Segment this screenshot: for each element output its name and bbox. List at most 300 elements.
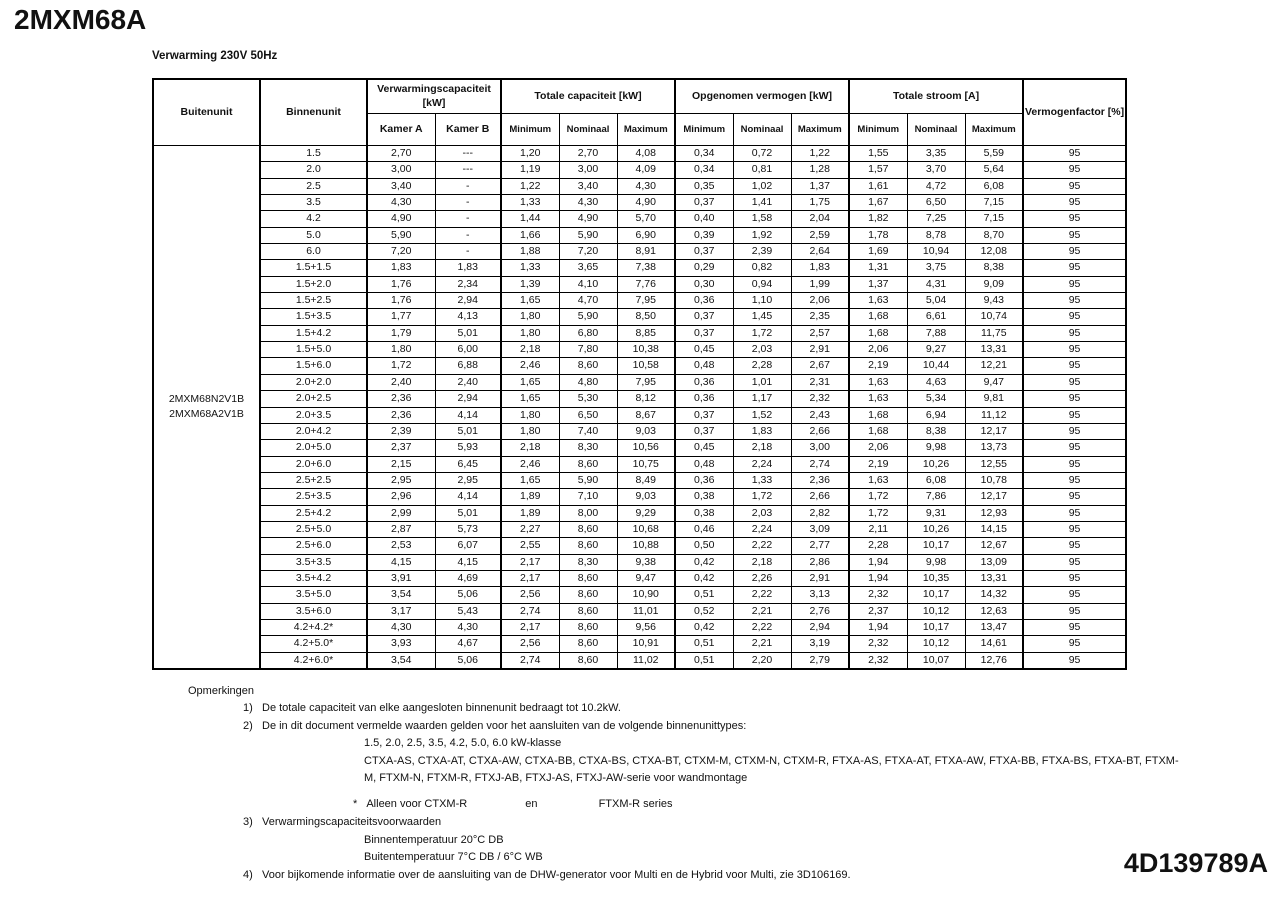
value-cell: 12,17 [965,423,1023,439]
value-cell: 1,28 [791,162,849,178]
value-cell: 10,12 [907,603,965,619]
value-cell: 1,65 [501,374,559,390]
value-cell: 6,08 [907,472,965,488]
value-cell: 0,42 [675,570,733,586]
value-cell: 13,47 [965,619,1023,635]
value-cell: 0,38 [675,489,733,505]
value-cell: 2,57 [791,325,849,341]
value-cell: 1,94 [849,554,907,570]
value-cell: 1,80 [501,309,559,325]
indoor-unit-cell: 2.0+2.0 [260,374,367,390]
value-cell: 2,15 [367,456,435,472]
value-cell: 2,40 [367,374,435,390]
value-cell: 2,17 [501,619,559,635]
value-cell: 9,09 [965,276,1023,292]
star-note-tail: FTXM-R series [598,798,673,810]
value-cell: 10,26 [907,456,965,472]
value-cell: 95 [1023,244,1126,260]
value-cell: 4,30 [617,178,675,194]
value-cell: 1,99 [791,276,849,292]
value-cell: 2,74 [501,652,559,669]
value-cell: 4,80 [559,374,617,390]
sub-header-nominaal: Nominaal [733,114,791,146]
value-cell: 8,60 [559,538,617,554]
value-cell: 5,93 [435,440,501,456]
value-cell: 0,52 [675,603,733,619]
value-cell: 13,09 [965,554,1023,570]
indoor-unit-cell: 2.0+5.0 [260,440,367,456]
value-cell: 1,63 [849,293,907,309]
value-cell: 6,80 [559,325,617,341]
value-cell: 2,79 [791,652,849,669]
value-cell: 2,11 [849,521,907,537]
value-cell: 0,45 [675,342,733,358]
value-cell: 95 [1023,440,1126,456]
value-cell: 7,38 [617,260,675,276]
table-row [153,407,1126,423]
value-cell: 95 [1023,325,1126,341]
value-cell: 95 [1023,293,1126,309]
value-cell: 4,13 [435,309,501,325]
value-cell: 2,32 [849,636,907,652]
value-cell: 8,67 [617,407,675,423]
value-cell: 2,87 [367,521,435,537]
value-cell: 3,75 [907,260,965,276]
sub-header-nominaal: Nominaal [559,114,617,146]
value-cell: 2,18 [733,440,791,456]
value-cell: 2,21 [733,603,791,619]
note-2-number: 2) [243,719,253,732]
value-cell: 2,19 [849,358,907,374]
value-cell: 2,46 [501,456,559,472]
value-cell: 10,17 [907,619,965,635]
note-4-text: Voor bijkomende informatie over de aansluiting van de DHW-generator voor Multi en de Hybrid voor Multi, zie 3D106169. [262,868,851,881]
sub-header-minimum: Minimum [675,114,733,146]
table-row [153,603,1126,619]
table-body [153,146,1126,670]
indoor-unit-cell: 2.0+4.2 [260,423,367,439]
value-cell: 0,30 [675,276,733,292]
note-4 [243,868,851,882]
value-cell: 10,44 [907,358,965,374]
value-cell: 95 [1023,195,1126,211]
note-3-indoor-temp: Binnentemperatuur 20°C DB [364,833,504,846]
value-cell: 2,03 [733,342,791,358]
value-cell: 7,88 [907,325,965,341]
value-cell: 2,94 [435,391,501,407]
value-cell: 8,60 [559,619,617,635]
value-cell: 7,15 [965,211,1023,227]
value-cell: 9,98 [907,440,965,456]
value-cell: 0,42 [675,554,733,570]
value-cell: 0,46 [675,521,733,537]
value-cell: 4,72 [907,178,965,194]
group-header-totale-capaciteit: Totale capaciteit [kW] [501,79,675,114]
indoor-unit-cell: 3.5+6.0 [260,603,367,619]
value-cell: 0,37 [675,325,733,341]
value-cell: 95 [1023,554,1126,570]
value-cell: 2,67 [791,358,849,374]
value-cell: 2,22 [733,587,791,603]
sub-header-maximum: Maximum [791,114,849,146]
value-cell: 8,60 [559,456,617,472]
value-cell: 9,47 [617,570,675,586]
value-cell: 2,19 [849,456,907,472]
value-cell: 1,79 [367,325,435,341]
star-note-mid: en [525,798,538,810]
value-cell: 1,72 [849,489,907,505]
value-cell: 2,70 [367,146,435,162]
value-cell: 0,51 [675,652,733,669]
value-cell: 8,49 [617,472,675,488]
value-cell: 0,42 [675,619,733,635]
value-cell: 2,04 [791,211,849,227]
col-header-vermogenfactor: Vermogenfactor [%] [1023,79,1126,146]
value-cell: 9,27 [907,342,965,358]
value-cell: 95 [1023,570,1126,586]
indoor-unit-cell: 2.5+6.0 [260,538,367,554]
value-cell: --- [435,146,501,162]
table-row [153,505,1126,521]
value-cell: 1,89 [501,489,559,505]
value-cell: 2,18 [501,440,559,456]
indoor-unit-cell: 3.5+5.0 [260,587,367,603]
value-cell: 2,56 [501,587,559,603]
value-cell: 1,89 [501,505,559,521]
value-cell: 10,90 [617,587,675,603]
value-cell: 3,00 [791,440,849,456]
value-cell: 95 [1023,538,1126,554]
value-cell: 0,40 [675,211,733,227]
value-cell: 14,61 [965,636,1023,652]
value-cell: 0,48 [675,358,733,374]
value-cell: 2,37 [849,603,907,619]
value-cell: 14,32 [965,587,1023,603]
value-cell: 0,37 [675,195,733,211]
value-cell: 0,51 [675,636,733,652]
outdoor-unit-name: 2MXM68N2V1B [168,392,245,405]
value-cell: 1,80 [501,423,559,439]
value-cell: 5,90 [559,472,617,488]
value-cell: 5,90 [367,227,435,243]
value-cell: 11,12 [965,407,1023,423]
note-3-text: Verwarmingscapaciteitsvoorwaarden [262,816,442,828]
value-cell: 95 [1023,374,1126,390]
value-cell: 4,69 [435,570,501,586]
value-cell: 5,59 [965,146,1023,162]
value-cell: 2,28 [733,358,791,374]
value-cell: 0,34 [675,162,733,178]
sub-header-minimum: Minimum [501,114,559,146]
note-1 [243,701,621,715]
indoor-unit-cell: 1.5 [260,146,367,162]
group-header-totale-stroom: Totale stroom [A] [849,79,1023,114]
group-header-verwarmingscapaciteit: Verwarmingscapaciteit [kW] [367,79,501,114]
value-cell: 1,57 [849,162,907,178]
value-cell: 95 [1023,407,1126,423]
table-row [153,456,1126,472]
value-cell: 2,34 [435,276,501,292]
value-cell: 2,82 [791,505,849,521]
value-cell: 1,68 [849,309,907,325]
value-cell: 2,66 [791,489,849,505]
value-cell: 95 [1023,423,1126,439]
table-row [153,570,1126,586]
sub-header-maximum: Maximum [965,114,1023,146]
value-cell: 6,88 [435,358,501,374]
value-cell: 1,68 [849,423,907,439]
value-cell: 8,60 [559,358,617,374]
value-cell: 10,58 [617,358,675,374]
table-row [153,178,1126,194]
value-cell: 8,50 [617,309,675,325]
value-cell: 8,30 [559,554,617,570]
value-cell: 7,80 [559,342,617,358]
value-cell: 2,06 [849,440,907,456]
value-cell: 3,09 [791,521,849,537]
value-cell: 7,15 [965,195,1023,211]
value-cell: 1,94 [849,570,907,586]
value-cell: 2,36 [367,407,435,423]
indoor-unit-cell: 3.5+4.2 [260,570,367,586]
value-cell: 2,31 [791,374,849,390]
value-cell: 7,20 [367,244,435,260]
value-cell: 2,40 [435,374,501,390]
group-header-opgenomen-vermogen: Opgenomen vermogen [kW] [675,79,849,114]
page-title: 2MXM68A [14,4,147,35]
value-cell: 2,22 [733,538,791,554]
indoor-unit-cell: 1.5+3.5 [260,309,367,325]
value-cell: 8,85 [617,325,675,341]
value-cell: 3,70 [907,162,965,178]
value-cell: 9,38 [617,554,675,570]
table-row [153,489,1126,505]
value-cell: 5,01 [435,423,501,439]
value-cell: 1,68 [849,407,907,423]
value-cell: 9,43 [965,293,1023,309]
indoor-unit-cell: 2.0+6.0 [260,456,367,472]
value-cell: 9,03 [617,489,675,505]
value-cell: 11,02 [617,652,675,669]
value-cell: 10,91 [617,636,675,652]
value-cell: 6,07 [435,538,501,554]
value-cell: 9,31 [907,505,965,521]
table-row [153,162,1126,178]
value-cell: 10,75 [617,456,675,472]
value-cell: 9,56 [617,619,675,635]
note-1-text: De totale capaciteit van elke aangesloten binnenunit bedraagt tot 10.2kW. [262,702,621,714]
value-cell: 4,15 [367,554,435,570]
value-cell: 4,08 [617,146,675,162]
value-cell: 8,12 [617,391,675,407]
value-cell: 7,25 [907,211,965,227]
value-cell: 2,27 [501,521,559,537]
value-cell: 4,30 [367,619,435,635]
value-cell: 2,06 [791,293,849,309]
value-cell: 8,60 [559,603,617,619]
value-cell: 0,37 [675,423,733,439]
value-cell: 7,95 [617,293,675,309]
value-cell: 1,76 [367,276,435,292]
indoor-unit-cell: 5.0 [260,227,367,243]
value-cell: 1,37 [849,276,907,292]
value-cell: 0,82 [733,260,791,276]
value-cell: 5,06 [435,652,501,669]
value-cell: 2,66 [791,423,849,439]
value-cell: 0,37 [675,407,733,423]
value-cell: 95 [1023,391,1126,407]
value-cell: 2,36 [791,472,849,488]
value-cell: 5,73 [435,521,501,537]
value-cell: 2,64 [791,244,849,260]
value-cell: 6,45 [435,456,501,472]
outdoor-unit-cell [153,146,260,670]
value-cell: 2,28 [849,538,907,554]
value-cell: 95 [1023,260,1126,276]
value-cell: 95 [1023,472,1126,488]
table-row [153,374,1126,390]
value-cell: 1,82 [849,211,907,227]
value-cell: 1,80 [501,407,559,423]
value-cell: 1,83 [791,260,849,276]
value-cell: 2,91 [791,570,849,586]
value-cell: 1,65 [501,391,559,407]
table-row [153,293,1126,309]
sub-header-minimum: Minimum [849,114,907,146]
value-cell: 2,95 [435,472,501,488]
indoor-unit-cell: 4.2+6.0* [260,652,367,669]
value-cell: 12,93 [965,505,1023,521]
value-cell: 1,33 [501,260,559,276]
value-cell: 10,26 [907,521,965,537]
outdoor-unit-name: 2MXM68A2V1B [169,408,244,420]
value-cell: 1,61 [849,178,907,194]
star-note-marker: * [353,798,358,810]
value-cell: 1,41 [733,195,791,211]
value-cell: 5,34 [907,391,965,407]
value-cell: 1,19 [501,162,559,178]
indoor-unit-cell: 1.5+2.5 [260,293,367,309]
value-cell: 2,46 [501,358,559,374]
value-cell: 1,65 [501,293,559,309]
value-cell: 95 [1023,276,1126,292]
value-cell: 6,94 [907,407,965,423]
value-cell: 3,54 [367,587,435,603]
table-row [153,260,1126,276]
value-cell: 4,14 [435,489,501,505]
table-row [153,636,1126,652]
value-cell: 13,73 [965,440,1023,456]
value-cell: 1,58 [733,211,791,227]
value-cell: 10,88 [617,538,675,554]
value-cell: 5,43 [435,603,501,619]
value-cell: 95 [1023,227,1126,243]
value-cell: 4,90 [559,211,617,227]
value-cell: 95 [1023,652,1126,669]
notes-heading: Opmerkingen [188,685,255,697]
note-2-unit-types-line1: CTXA-AS, CTXA-AT, CTXA-AW, CTXA-BB, CTXA-BS, CTXA-BT, CTXM-M, CTXM-N, CTXM-R, FTXA-AS, FTXA-AT, FTXA-AW, FTXA-BB, FTXA-BS, FTXA-BT, FTXM- [364,754,1179,767]
value-cell: 0,50 [675,538,733,554]
value-cell: --- [435,162,501,178]
indoor-unit-cell: 2.0+3.5 [260,407,367,423]
value-cell: 6,50 [907,195,965,211]
value-cell: 1,75 [791,195,849,211]
value-cell: 1,31 [849,260,907,276]
value-cell: 1,37 [791,178,849,194]
value-cell: 14,15 [965,521,1023,537]
value-cell: 2,56 [501,636,559,652]
value-cell: 1,45 [733,309,791,325]
value-cell: 4,67 [435,636,501,652]
indoor-unit-cell: 2.5+4.2 [260,505,367,521]
value-cell: 2,24 [733,456,791,472]
value-cell: 3,65 [559,260,617,276]
value-cell: 1,33 [501,195,559,211]
value-cell: 0,36 [675,391,733,407]
value-cell: 1,63 [849,472,907,488]
value-cell: 2,86 [791,554,849,570]
value-cell: 8,30 [559,440,617,456]
value-cell: 12,67 [965,538,1023,554]
value-cell: 2,06 [849,342,907,358]
note-4-number: 4) [243,868,253,881]
value-cell: 6,61 [907,309,965,325]
value-cell: 95 [1023,211,1126,227]
indoor-unit-cell: 6.0 [260,244,367,260]
table-row [153,521,1126,537]
value-cell: 7,86 [907,489,965,505]
value-cell: 10,74 [965,309,1023,325]
value-cell: 4,31 [907,276,965,292]
value-cell: 0,37 [675,309,733,325]
value-cell: 10,68 [617,521,675,537]
value-cell: 2,22 [733,619,791,635]
value-cell: 2,94 [435,293,501,309]
sub-header-nominaal: Nominaal [907,114,965,146]
sub-header-maximum: Maximum [617,114,675,146]
value-cell: 12,17 [965,489,1023,505]
table-row [153,244,1126,260]
value-cell: 0,29 [675,260,733,276]
indoor-unit-cell: 2.0+2.5 [260,391,367,407]
value-cell: 1,39 [501,276,559,292]
value-cell: 9,47 [965,374,1023,390]
value-cell: 4,15 [435,554,501,570]
table-row [153,211,1126,227]
value-cell: 2,74 [501,603,559,619]
value-cell: 3,00 [559,162,617,178]
value-cell: 1,69 [849,244,907,260]
value-cell: 1,20 [501,146,559,162]
value-cell: 2,74 [791,456,849,472]
value-cell: 9,98 [907,554,965,570]
value-cell: 8,60 [559,570,617,586]
value-cell: 0,72 [733,146,791,162]
value-cell: 0,37 [675,244,733,260]
value-cell: 4,30 [435,619,501,635]
note-3 [243,815,441,829]
value-cell: 2,96 [367,489,435,505]
indoor-unit-cell: 2.0 [260,162,367,178]
value-cell: 1,22 [791,146,849,162]
value-cell: 1,22 [501,178,559,194]
value-cell: 12,21 [965,358,1023,374]
value-cell: 8,78 [907,227,965,243]
value-cell: - [435,244,501,260]
value-cell: 2,35 [791,309,849,325]
value-cell: 4,14 [435,407,501,423]
value-cell: 0,34 [675,146,733,162]
